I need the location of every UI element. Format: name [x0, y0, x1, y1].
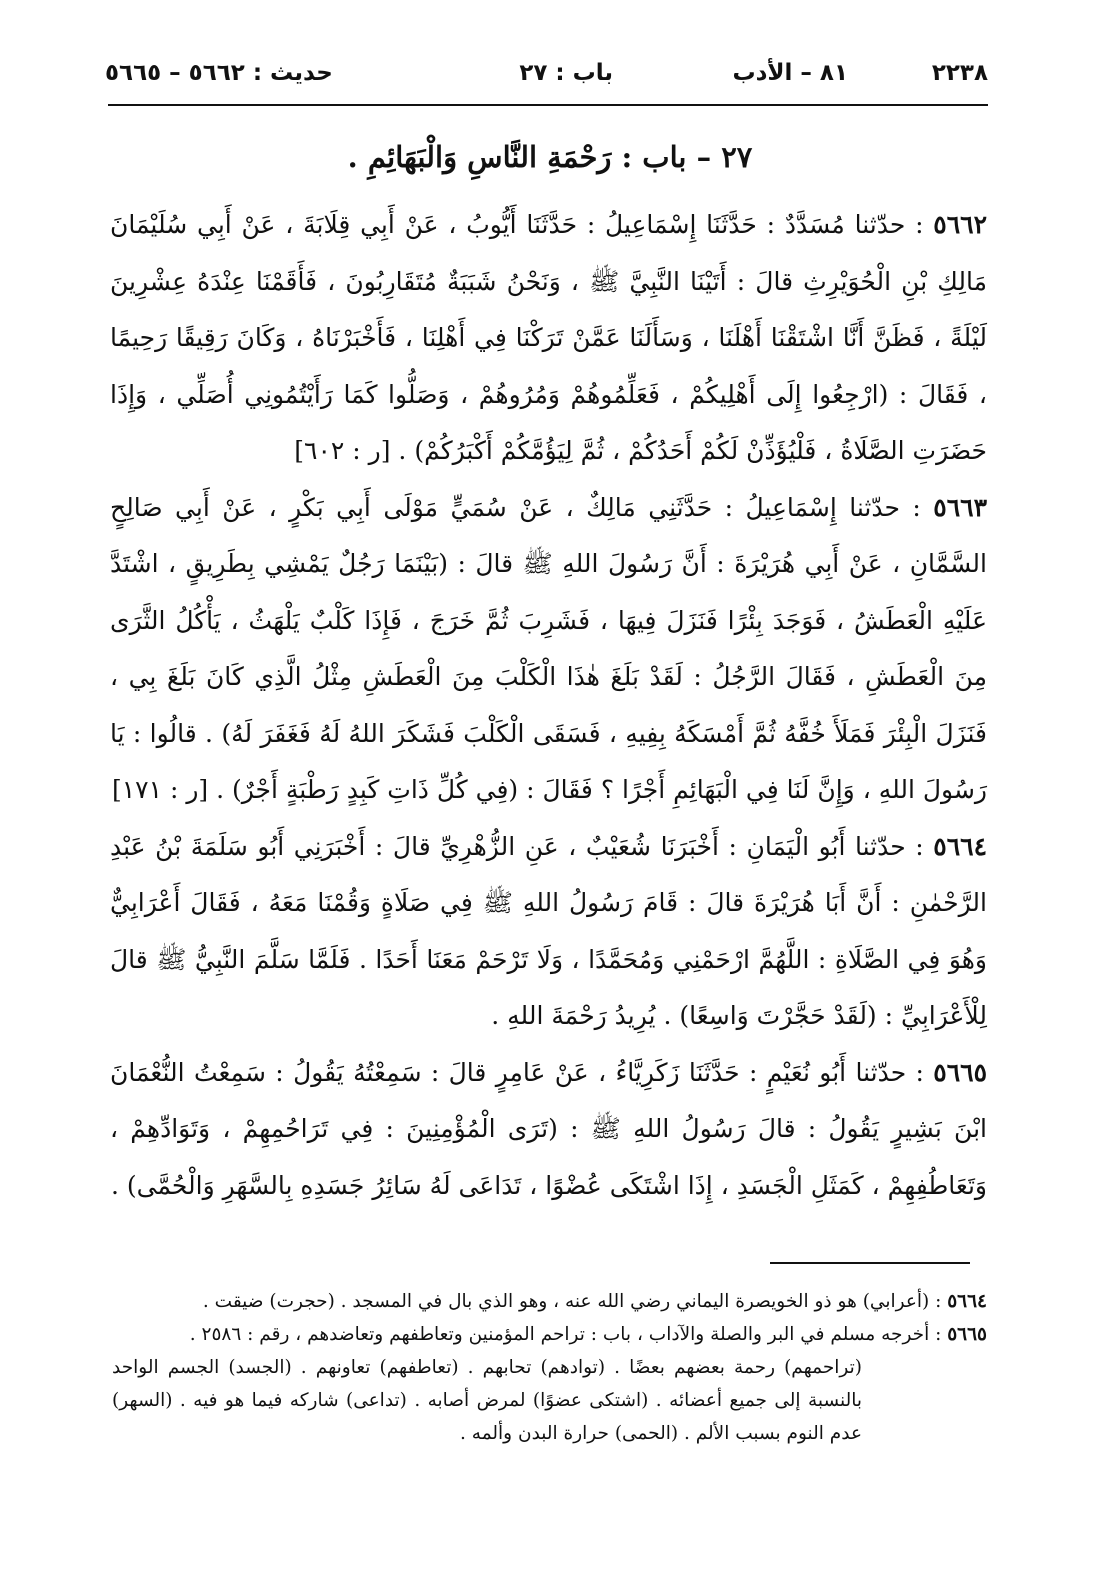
footnote-divider — [770, 1262, 970, 1264]
hadith-number: ٥٦٦٥ — [933, 1057, 987, 1087]
footnote-text: : (أعرابي) هو ذو الخويصرة اليماني رضي الله عنه ، وهو الذي بال في المسجد . (حجرت) ضيقت . — [202, 1291, 948, 1312]
running-header — [105, 52, 988, 96]
hadith-text: : حدّثنا مُسَدَّدٌ : حَدَّثَنَا إِسْمَاعِيلُ : حَدَّثَنَا أَيُّوبُ ، عَنْ أَبِي قِلَابَةَ ، عَنْ أَبِي سُلَيْمَانَ مَالِكِ بْنِ الْحُوَيْرِثِ قالَ : أَتَيْنَا النَّبِيَّ ﷺ ، وَنَحْنُ شَبَبَةٌ مُتَقَارِبُونَ ، فَأَقَمْنَا عِنْدَهُ عِشْرِينَ لَيْلَةً ، فَظَنَّ أَنَّا اشْتَقْنَا أَهْلَنَا ، وَسَأَلَنَا عَمَّنْ تَرَكْنَا فِي أَهْلِنَا ، فَأَخْبَرْنَاهُ ، وَكَانَ رَقِيقًا رَحِيمًا ، فَقَالَ : (ارْجِعُوا إِلَى أَهْلِيكُمْ ، فَعَلِّمُوهُمْ وَمُرُوهُمْ ، وَصَلُّوا كَمَا رَأَيْتُمُونِي أُصَلِّي ، وَإِذَا حَضَرَتِ الصَّلَاةُ ، فَلْيُؤَذِّنْ لَكُمْ أَحَدُكُمْ ، ثُمَّ لِيَؤُمَّكُمْ أَكْبَرُكُمْ) . [ر : ٦٠٢] — [110, 210, 987, 465]
chapter-reference: باب : ٢٧ — [519, 60, 613, 86]
hadith-text: : حدّثنا أَبُو الْيَمَانِ : أَخْبَرَنَا شُعَيْبٌ ، عَنِ الزُّهْرِيِّ قالَ : أَخْبَرَنِي أَبُو سَلَمَةَ بْنُ عَبْدِ الرَّحْمٰنِ : أَنَّ أَبَا هُرَيْرَةَ قالَ : قَامَ رَسُولُ اللهِ ﷺ فِي صَلَاةٍ وَقُمْنَا مَعَهُ ، فَقَالَ أَعْرَابِيٌّ وَهُوَ فِي الصَّلَاةِ : اللَّهُمَّ ارْحَمْنِي وَمُحَمَّدًا ، وَلَا تَرْحَمْ مَعَنَا أَحَدًا . فَلَمَّا سَلَّمَ النَّبِيُّ ﷺ قالَ لِلْأَعْرَابِيِّ : (لَقَدْ حَجَّرْتَ وَاسِعًا) . يُرِيدُ رَحْمَةَ اللهِ . — [110, 831, 987, 1030]
chapter-title: ٢٧ – باب : رَحْمَةِ النَّاسِ وَالْبَهَائِمِ . — [347, 140, 753, 174]
footnote-number: ٥٦٦٤ — [947, 1291, 987, 1312]
footnote-number: ٥٦٦٥ — [947, 1324, 987, 1345]
footnote-5664 — [112, 1285, 987, 1318]
hadith-number: ٥٦٦٢ — [933, 210, 987, 239]
hadith-5663 — [110, 480, 987, 819]
hadith-body — [110, 197, 987, 1214]
hadith-range: حديث : ٥٦٦٢ – ٥٦٦٥ — [105, 60, 333, 86]
footnote-glossary: (تراحمهم) رحمة بعضهم بعضًا . (توادهم) تحابهم . (تعاطفهم) تعاونهم . (الجسد) الجسم الواحد بالنسبة إلى جميع أعضائه . (اشتكى عضوًا) لمرض أصابه . (تداعى) شاركه فيما هو فيه . (السهر) عدم النوم بسبب الألم . (الحمى) حرارة البدن وألمه . — [112, 1357, 862, 1444]
page-number: ٢٢٣٨ — [931, 60, 988, 86]
header-divider — [108, 104, 988, 106]
hadith-text: : حدّثنا أَبُو نُعَيْمٍ : حَدَّثَنَا زَكَرِيَّاءُ ، عَنْ عَامِرٍ قالَ : سَمِعْتُهُ يَقُولُ : سَمِعْتُ النُّعْمَانَ ابْنَ بَشِيرٍ يَقُولُ : قالَ رَسُولُ اللهِ ﷺ : (تَرَى الْمُؤْمِنِينَ : فِي تَرَاحُمِهِمْ ، وَتَوَادِّهِمْ ، وَتَعَاطُفِهِمْ ، كَمَثَلِ الْجَسَدِ ، إِذَا اشْتَكَى عُضْوًا ، تَدَاعَى لَهُ سَائِرُ جَسَدِهِ بِالسَّهَرِ وَالْحُمَّى) . — [110, 1057, 987, 1200]
footnote-5665 — [112, 1318, 987, 1351]
hadith-number: ٥٦٦٤ — [933, 831, 987, 861]
hadith-5664 — [110, 819, 987, 1045]
footnote-text: : أخرجه مسلم في البر والصلة والآداب ، باب : تراحم المؤمنين وتعاطفهم وتعاضدهم ، رقم : ٢٥٨٦ . — [189, 1324, 948, 1345]
hadith-number: ٥٦٦٣ — [933, 492, 987, 522]
hadith-5662 — [110, 197, 987, 480]
hadith-5665 — [110, 1045, 987, 1215]
footnotes — [112, 1285, 987, 1450]
book-title: ٨١ – الأدب — [732, 60, 848, 86]
hadith-text: : حدّثنا إِسْمَاعِيلُ : حَدَّثَنِي مَالِكٌ ، عَنْ سُمَيٍّ مَوْلَى أَبِي بَكْرٍ ، عَنْ أَبِي صَالِحٍ السَّمَّانِ ، عَنْ أَبِي هُرَيْرَةَ : أَنَّ رَسُولَ اللهِ ﷺ قالَ : (بَيْنَمَا رَجُلٌ يَمْشِي بِطَرِيقٍ ، اشْتَدَّ عَلَيْهِ الْعَطَشُ ، فَوَجَدَ بِئْرًا فَنَزَلَ فِيهَا ، فَشَرِبَ ثُمَّ خَرَجَ ، فَإِذَا كَلْبٌ يَلْهَثُ ، يَأْكُلُ الثَّرَى مِنَ الْعَطَشِ ، فَقَالَ الرَّجُلُ : لَقَدْ بَلَغَ هٰذَا الْكَلْبَ مِنَ الْعَطَشِ مِثْلُ الَّذِي كَانَ بَلَغَ بِي ، فَنَزَلَ الْبِئْرَ فَمَلَأَ خُفَّهُ ثُمَّ أَمْسَكَهُ بِفِيهِ ، فَسَقَى الْكَلْبَ فَشَكَرَ اللهُ لَهُ فَغَفَرَ لَهُ) . قالُوا : يَا رَسُولَ اللهِ ، وَإِنَّ لَنَا فِي الْبَهَائِمِ أَجْرًا ؟ فَقَالَ : (فِي كُلِّ ذَاتِ كَبِدٍ رَطْبَةٍ أَجْرٌ) . [ر : ١٧١] — [110, 492, 987, 804]
